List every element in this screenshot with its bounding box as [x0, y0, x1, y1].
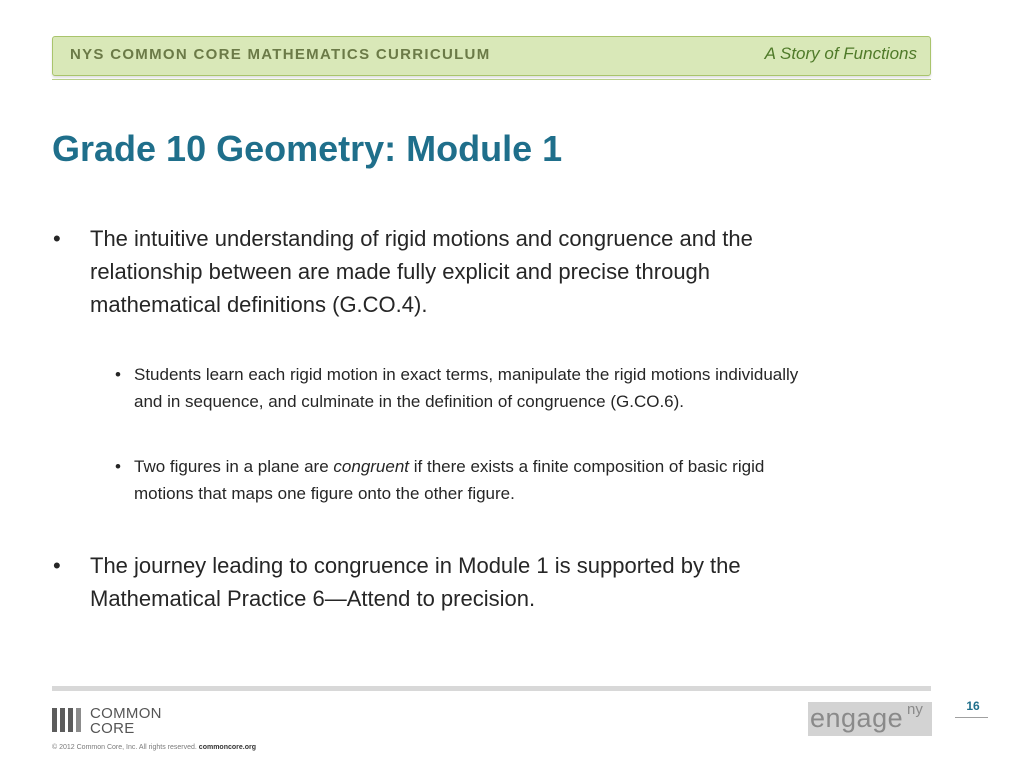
copyright-text: © 2012 Common Core, Inc. All rights reserved. [52, 744, 197, 751]
bullet-1-text [90, 222, 753, 321]
common-core-wordmark [90, 706, 162, 736]
bullet-icon: • [53, 553, 61, 578]
bullet-1-line-2: relationship between are made fully explicit and precise through [90, 259, 711, 284]
sub-bullet-1-text [134, 361, 798, 415]
bullet-2-text [90, 549, 741, 615]
sub-bullet-2-line-2: motions that maps one figure onto the other figure. [134, 484, 515, 503]
engage-wordmark: engage [810, 703, 904, 733]
copyright-link[interactable]: commoncore.org [198, 744, 256, 751]
engage-superscript: ny [907, 701, 923, 718]
sub-bullet-2-before: Two figures in a plane are [134, 457, 334, 476]
sub-bullet-icon: • [115, 457, 121, 476]
logo-line-1: COMMON [90, 705, 162, 722]
sub-bullet-1-line-1: Students learn each rigid motion in exact terms, manipulate the rigid motions individually [134, 365, 799, 384]
sub-bullet-1-line-2: and in sequence, and culminate in the definition of congruence (G.CO.6). [134, 392, 685, 411]
sub-bullet-icon: • [115, 365, 121, 384]
bullet-2-line-1: The journey leading to congruence in Module 1 is supported by the [90, 553, 741, 578]
sub-bullet-2-after: if there exists a finite composition of basic rigid [409, 457, 765, 476]
curriculum-name: NYS COMMON CORE MATHEMATICS CURRICULUM [70, 46, 491, 63]
congruent-emphasis: congruent [333, 457, 410, 476]
story-title: A Story of Functions [764, 44, 917, 63]
footer-divider [52, 686, 931, 691]
logo-line-2: CORE [90, 720, 135, 737]
slide-title: Grade 10 Geometry: Module 1 [52, 128, 563, 169]
sub-bullet-2-text [134, 453, 764, 507]
common-core-logo [52, 706, 182, 738]
sub-bullet-2-line-1 [134, 453, 764, 480]
copyright-notice [52, 744, 256, 751]
page-number: 16 [966, 699, 980, 713]
bullet-1-line-3: mathematical definitions (G.CO.4). [90, 292, 428, 317]
bullet-icon: • [53, 226, 61, 251]
bullet-2-line-2: Mathematical Practice 6—Attend to precision. [90, 586, 536, 611]
bullet-1-line-1: The intuitive understanding of rigid motions and congruence and the [90, 226, 753, 251]
engageny-logo [808, 702, 932, 736]
page-number-underline [955, 717, 988, 718]
header-divider [52, 79, 931, 80]
curriculum-header-bar [52, 36, 931, 76]
